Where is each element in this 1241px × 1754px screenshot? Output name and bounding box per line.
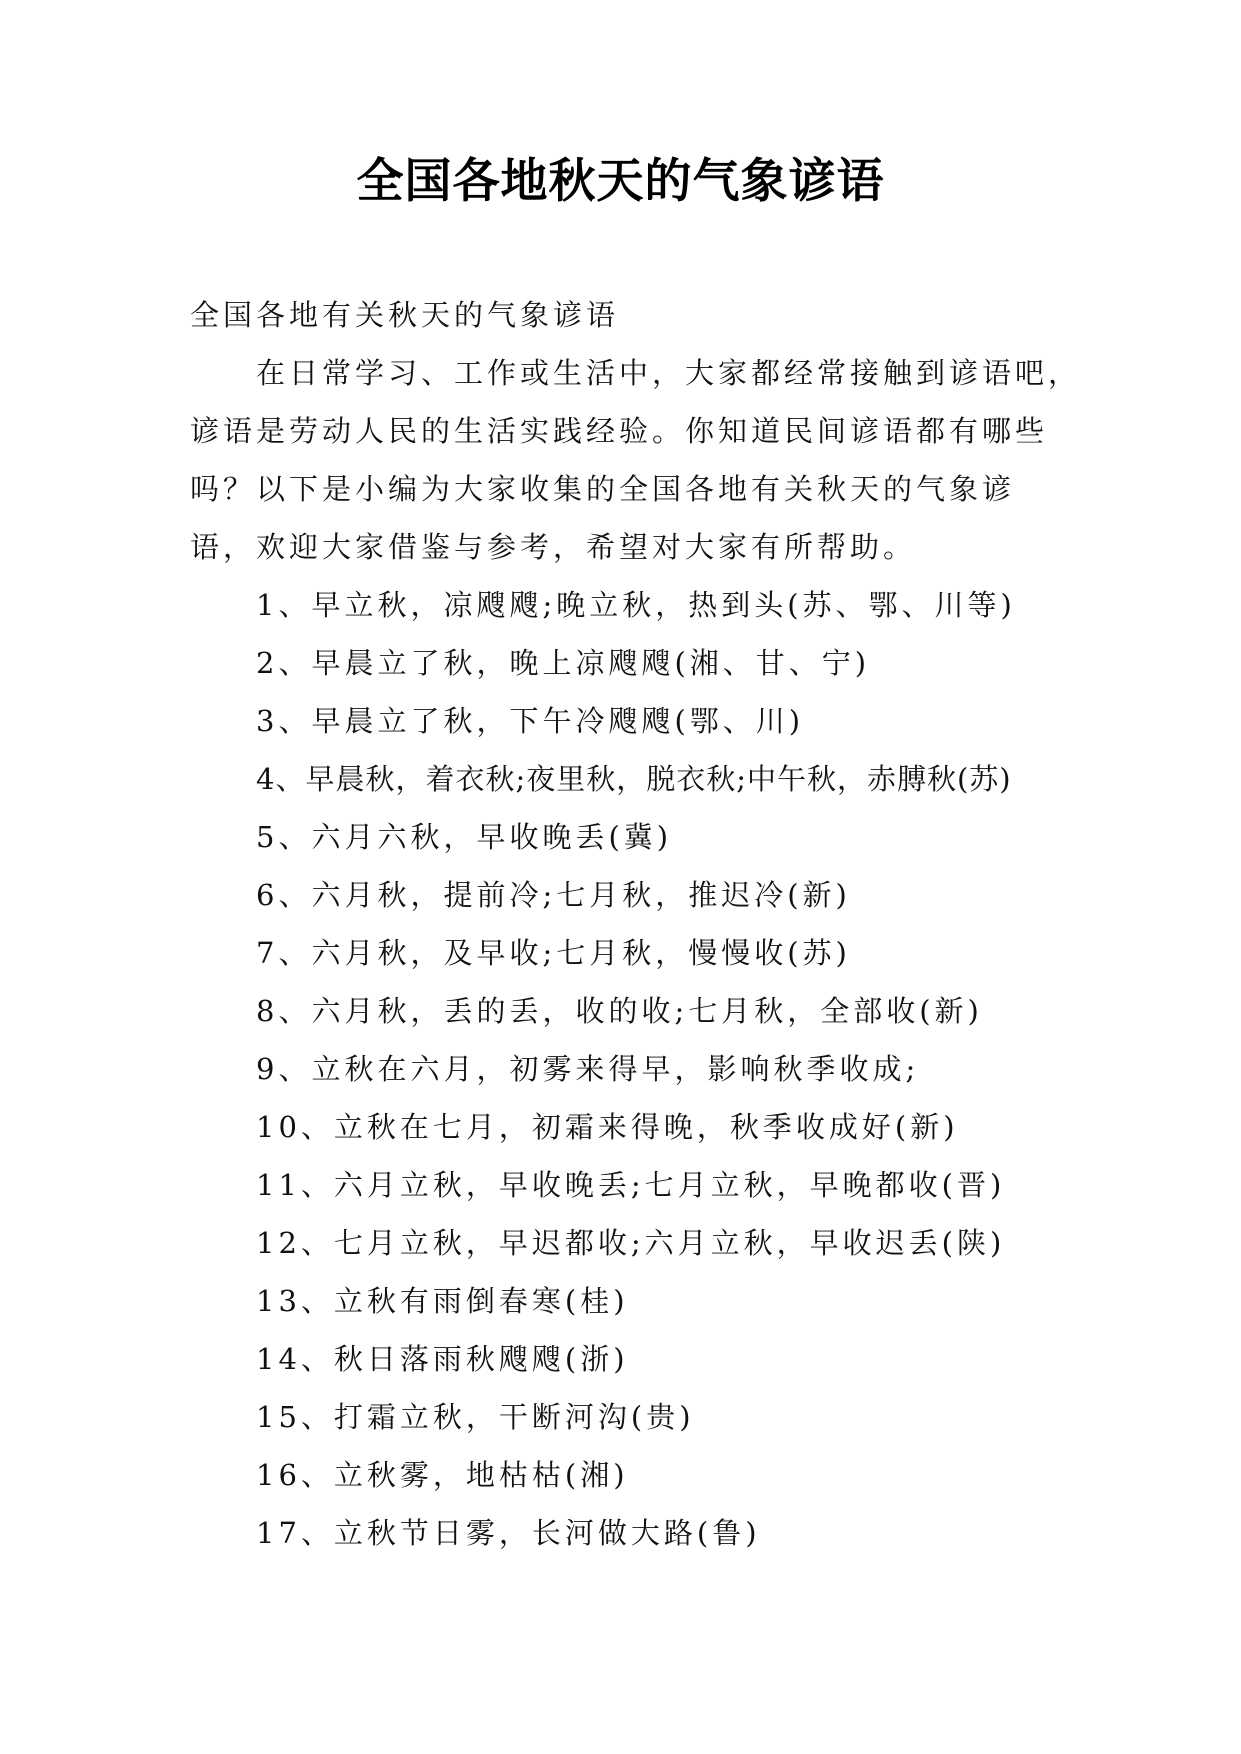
intro-line: 谚语是劳动人民的生活实践经验。你知道民间谚语都有哪些 (190, 414, 1049, 448)
proverb-item: 1、早立秋，凉飕飕;晚立秋，热到头(苏、鄂、川等) (256, 588, 1016, 622)
proverb-item: 6、六月秋，提前冷;七月秋，推迟冷(新) (256, 878, 851, 912)
proverb-item: 10、立秋在七月，初霜来得晚，秋季收成好(新) (256, 1110, 959, 1144)
proverb-item: 13、立秋有雨倒春寒(桂) (256, 1284, 629, 1318)
proverb-item: 9、立秋在六月，初雾来得早，影响秋季收成; (256, 1052, 920, 1086)
proverb-item: 17、立秋节日雾，长河做大路(鲁) (256, 1516, 761, 1550)
proverb-item: 11、六月立秋，早收晚丢;七月立秋，早晚都收(晋) (256, 1168, 1006, 1202)
intro-line: 吗？以下是小编为大家收集的全国各地有关秋天的气象谚 (190, 472, 1016, 506)
intro-line: 语，欢迎大家借鉴与参考，希望对大家有所帮助。 (190, 530, 917, 564)
proverb-item: 12、七月立秋，早迟都收;六月立秋，早收迟丢(陕) (256, 1226, 1006, 1260)
proverb-item: 7、六月秋，及早收;七月秋，慢慢收(苏) (256, 936, 851, 970)
proverb-item: 15、打霜立秋，干断河沟(贵) (256, 1400, 695, 1434)
proverb-item: 16、立秋雾，地枯枯(湘) (256, 1458, 629, 1492)
intro-line: 在日常学习、工作或生活中，大家都经常接触到谚语吧， (256, 356, 1082, 390)
proverb-item: 3、早晨立了秋，下午冷飕飕(鄂、川) (256, 704, 805, 738)
document-body (190, 286, 1082, 1562)
proverb-item: 5、六月六秋，早收晚丢(冀) (256, 820, 673, 854)
proverb-item: 14、秋日落雨秋飕飕(浙) (256, 1342, 629, 1376)
proverb-item: 4、早晨秋，着衣秋;夜里秋，脱衣秋;中午秋，赤膊秋(苏) (256, 762, 1012, 796)
document-subtitle: 全国各地有关秋天的气象谚语 (190, 298, 620, 332)
proverb-item: 8、六月秋，丢的丢，收的收;七月秋，全部收(新) (256, 994, 983, 1028)
proverb-item: 2、早晨立了秋，晚上凉飕飕(湘、甘、宁) (256, 646, 871, 680)
document-title: 全国各地秋天的气象谚语 (356, 154, 885, 209)
